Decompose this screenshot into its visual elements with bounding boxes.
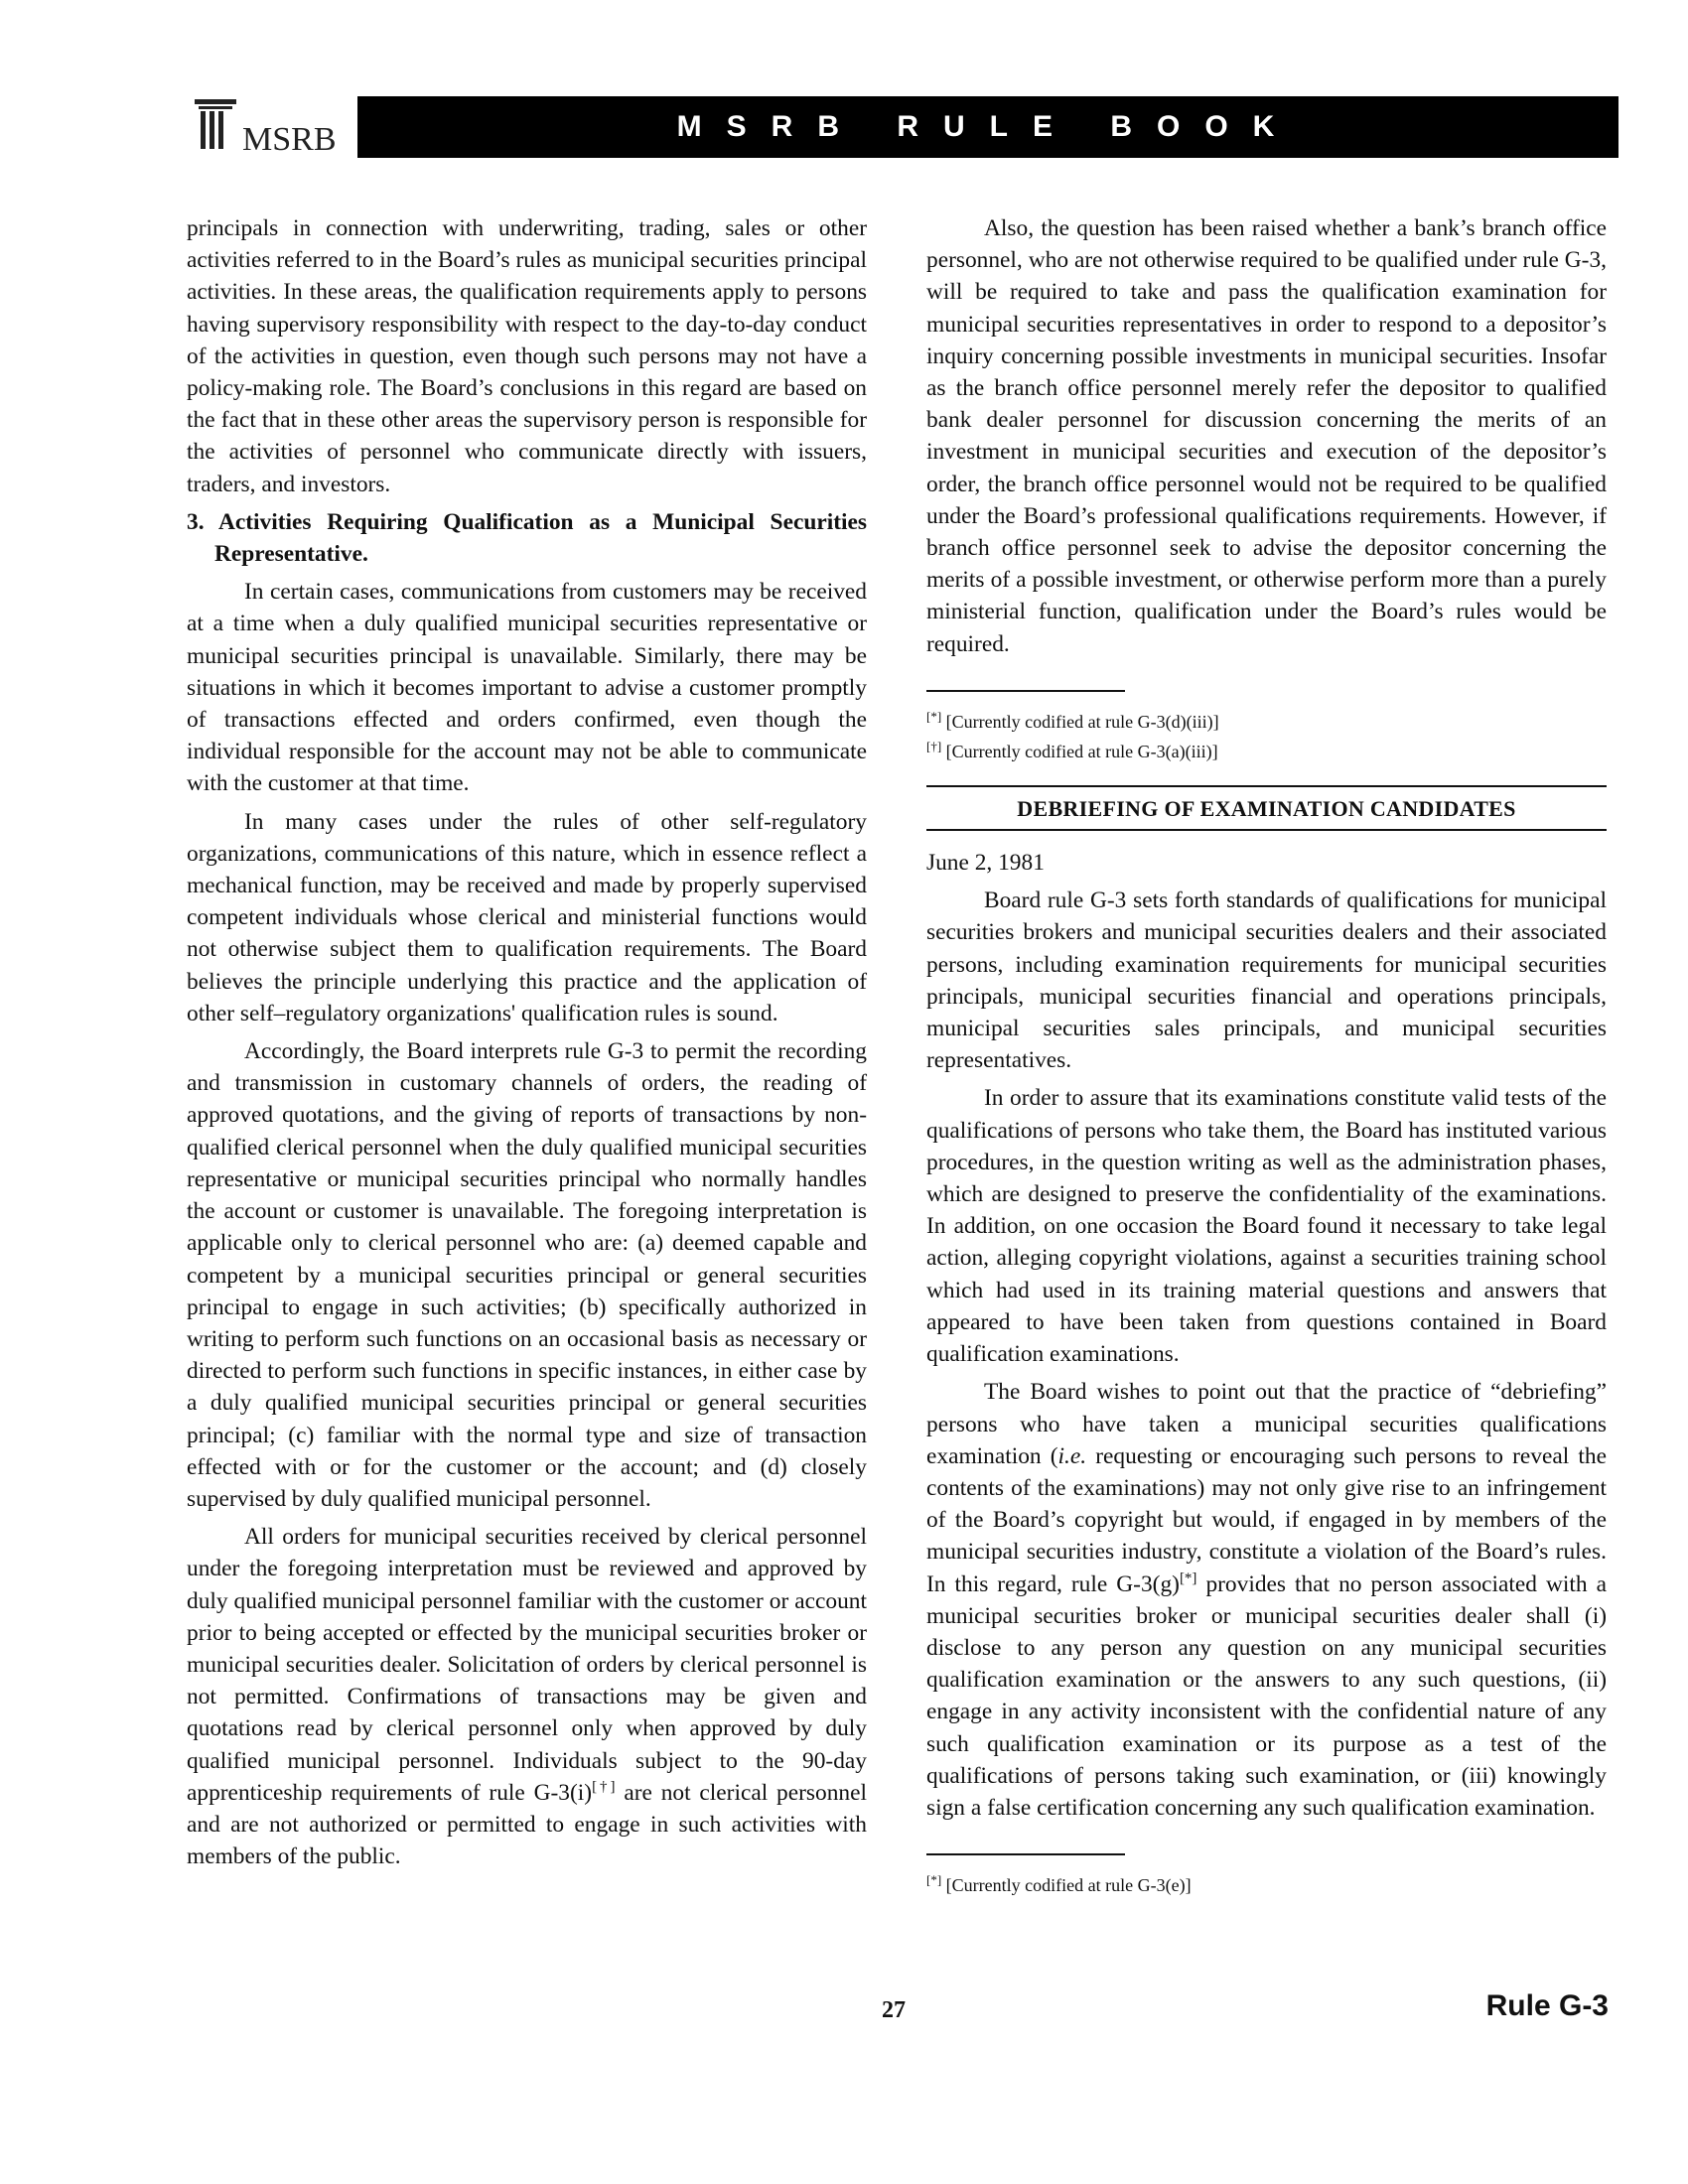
footnote-divider (926, 1853, 1125, 1855)
footnote-mark: [*] (926, 1872, 942, 1888)
footnote-mark: [†] (926, 738, 942, 753)
left-paragraph-4: Accordingly, the Board interprets rule G-3 to permit the recording and transmission in customary channels of orders, the reading of approved quotations, and the giving of reports of transactions by non-qualified clerical personnel when the duly qualified municipal securities representative or municipal securities principal who normally handles the account or customer is unavailable. The foregoing interpretation is applicable only to clerical personnel who are: (a) deemed capable and competent by a municipal securities principal or general securities principal to engage in such activities; (b) specifically authorized in writing to perform such functions on an occasional basis as necessary or directed to perform such functions in specific instances, in either case by a duly qualified municipal securities principal or general securities principal; (c) familiar with the normal type and size of transaction effected with or for the customer or the account; and (d) closely supervised by duly qualified municipal personnel. (187, 1038, 867, 1512)
ie-abbreviation: i.e. (1057, 1442, 1087, 1469)
section-heading: 3. Activities Requiring Qualification as a Municipal Securities Representative. (187, 508, 867, 568)
right-paragraph-4 (926, 1376, 1607, 1824)
right-paragraph-2: Board rule G-3 sets forth standards of qualifications for municipal securities brokers and municipal securities dealers and their associated persons, including examination requirements for municipal securities principals, municipal securities financial and operations principals, municipal securities sales principals, and municipal securities representatives. (926, 887, 1607, 1074)
left-paragraph-5 (187, 1521, 867, 1872)
right-column (926, 212, 1607, 1903)
right-paragraph-1: Also, the question has been raised whether a bank’s branch office personnel, who are not otherwise required to be qualified under rule G-3, will be required to take and pass the qualification examination for municipal securities representatives in order to respond to a depositor’s inquiry concerning possible investments in municipal securities. Insofar as the branch office personnel merely refer the depositor to qualified bank dealer personnel for discussion concerning the merits of an investment in municipal securities and execution of the depositor’s order, the branch office personnel would not be required to be qualified under the Board’s professional qualifications requirements. However, if branch office personnel seek to advise the depositor concerning the merits of a possible investment, or otherwise perform more than a purely ministerial function, qualification under the Board’s rules would be required. (926, 215, 1607, 657)
left-column (187, 212, 867, 1878)
left-paragraph-3: In many cases under the rules of other self-regulatory organizations, communications of this nature, which in essence reflect a mechanical function, may be received and made by properly supervised competent individuals whose clerical and ministerial functions would not otherwise subject them to qualification requirements. The Board believes the principle underlying this practice and the application of other self–regulatory organizations' qualification rules is sound. (187, 808, 867, 1026)
right-paragraph-4-text-end: provides that no person associated with a municipal securities broker or municipal securities dealer shall (i) disclose to any person any question on any municipal securities qualification examination or the answers to any such questions, (ii) engage in any activity inconsistent with the confidential nature of any such qualification examination or its purpose as a test of the qualifications of persons taking such examination, or (iii) knowingly sign a false certification concerning any such qualification examination. (926, 1570, 1607, 1821)
left-paragraph-5-text-end: are not clerical personnel and are not authorized or permitted to engage in such activities with members of the public. (187, 1779, 867, 1870)
page-number: 27 (882, 1997, 906, 2023)
footnote-reference: [†] (592, 1778, 616, 1795)
right-paragraph-4-text-mid: requesting or encouraging such persons to reveal the contents of the examinations) may not only give rise to an infringement of the Board’s copyright but would, if engaged in by members of the municipal securities industry, constitute a violation of the Board’s rules. In this regard, rule G-3(g) (926, 1442, 1607, 1597)
footnote-text: [Currently codified at rule G-3(a)(iii)] (941, 741, 1218, 761)
right-paragraph-3: In order to assure that its examinations constitute valid tests of the qualifications of persons who take them, the Board has instituted various procedures, in the question writing as well as the administration phases, which are designed to preserve the confidentiality of the examinations. In addition, on one occasion the Board found it necessary to take legal action, alleging copyright violations, against a securities training school which had used in its training material questions and answers that appeared to have been taken from questions contained in Board qualification examinations. (926, 1085, 1607, 1368)
footnote-2 (926, 740, 1607, 763)
footnote-text: [Currently codified at rule G-3(d)(iii)] (941, 711, 1219, 732)
footnote-mark: [*] (926, 708, 942, 724)
header-bar: MSRB RULE BOOK (357, 96, 1618, 158)
rule-label: Rule G-3 (1485, 1989, 1609, 2022)
footnote-3 (926, 1873, 1607, 1897)
footnote-divider (926, 690, 1125, 692)
left-paragraph-5-text: All orders for municipal securities received by clerical personnel under the foregoing interpretation must be reviewed and approved by duly qualified municipal personnel familiar with the customer or account prior to being accepted or effected by the municipal securities broker or municipal securities dealer. Solicitation of orders by clerical personnel is not permitted. Confirmations of transactions may be given and quotations read by clerical personnel only when approved by duly qualified municipal personnel. Individuals subject to the 90-day apprenticeship requirements of rule G-3(i) (187, 1524, 867, 1806)
logo-text: MSRB (242, 121, 337, 158)
pillar-icon (193, 97, 238, 153)
footnote-text: [Currently codified at rule G-3(e)] (941, 1875, 1192, 1896)
left-paragraph-2: In certain cases, communications from customers may be received at a time when a duly qualified municipal securities representative or municipal securities principal is unavailable. Similarly, there may be situations in which it becomes important to advise a customer promptly of transactions effected and orders confirmed, even though the individual responsible for the account may not be able to communicate with the customer at that time. (187, 579, 867, 797)
right-paragraph-4-text: The Board wishes to point out that the practice of “debriefing” persons who have taken a municipal securities qualifications examination ( (926, 1379, 1607, 1469)
footnote-1 (926, 710, 1607, 734)
footnote-reference: [*] (1179, 1570, 1197, 1586)
left-paragraph-1: principals in connection with underwriting, trading, sales or other activities referred to in the Board’s rules as municipal securities principal activities. In these areas, the qualification requirements apply to persons having supervisory responsibility with respect to the day-to-day conduct of the activities in question, even though such persons may not have a policy-making role. The Board’s conclusions in this regard are based on the fact that in these other areas the supervisory person is responsible for the activities of personnel who communicate directly with issuers, traders, and investors. (187, 215, 867, 497)
msrb-logo (187, 91, 346, 161)
section-title: DEBRIEFING OF EXAMINATION CANDIDATES (926, 785, 1607, 831)
release-date: June 2, 1981 (926, 850, 1045, 877)
